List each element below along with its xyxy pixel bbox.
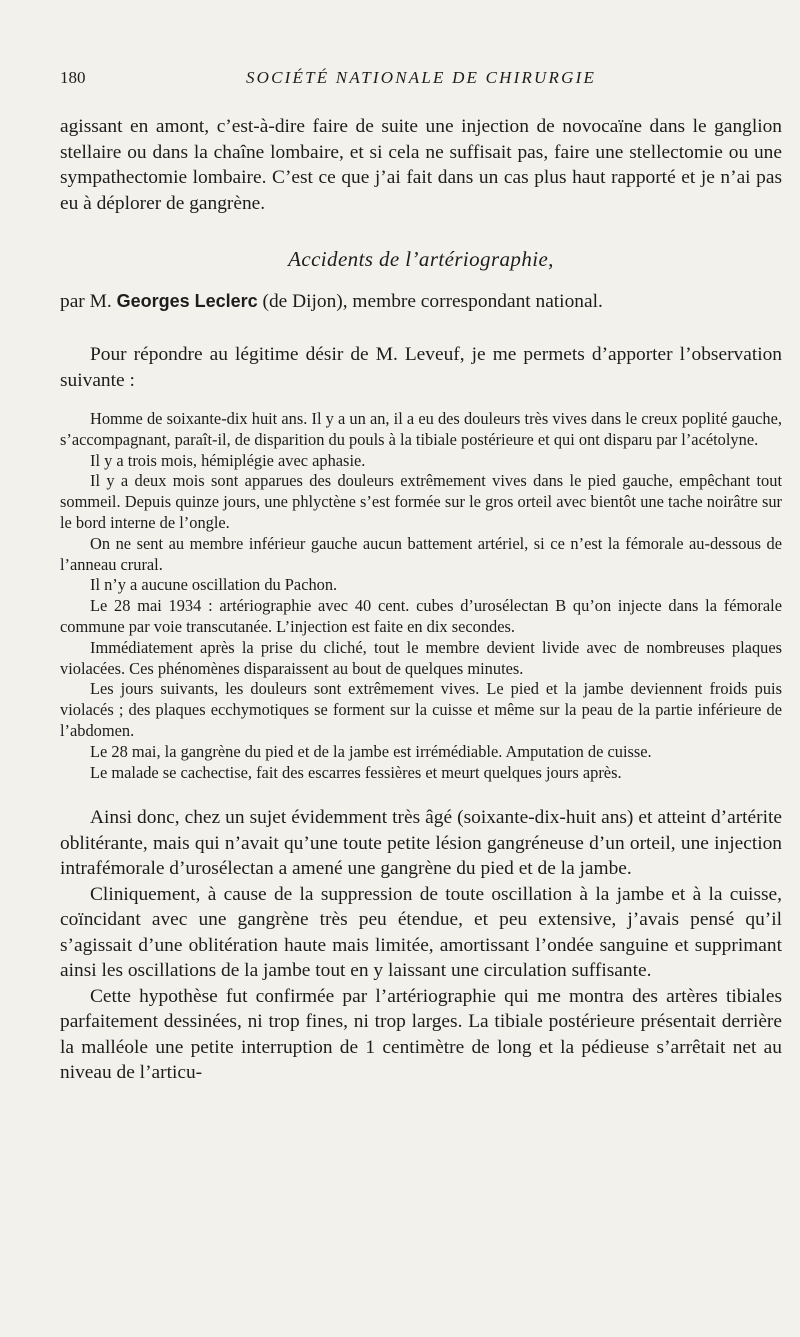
observation-paragraph: On ne sent au membre inférieur gauche aucun battement artériel, si ce n’est la fémorale au-dessous de l’anneau crural.	[60, 533, 782, 574]
lead-section	[60, 342, 782, 393]
document-page	[60, 68, 782, 1086]
conclusion-paragraph: Cliniquement, à cause de la suppression de toute oscillation à la jambe et à la cuisse, coïncidant avec une gangrène très peu étendue, et peu extensive, j’avais pensé qu’il s’agissait d’une oblitération haute mais limitée, amortissant l’ondée sanguine et supprimant ainsi les oscillations de la jambe tout en y laissant une circulation suffisante.	[60, 883, 782, 982]
observation-paragraph: Homme de soixante-dix huit ans. Il y a un an, il a eu des douleurs très vives dans le creux poplité gauche, s’accompagnant, paraît-il, de disparition du pouls à la tibiale postérieure et qui ont disparu par l’acétolyne.	[60, 409, 782, 449]
conclusion-paragraph: Ainsi donc, chez un sujet évidemment très âgé (soixante-dix-huit ans) et atteint d’artérite oblitérante, mais qui n’avait qu’une toute petite lésion gangréneuse d’un orteil, une injection intrafémorale d’urosélectan a amené une gangrène du pied et de la jambe.	[60, 807, 782, 880]
intro-paragraph: agissant en amont, c’est-à-dire faire de suite une injection de novocaïne dans le ganglion stellaire ou dans la chaîne lombaire, et si cela ne suffisait pas, faire une stellectomie ou une sympathectomie lombaire. C’est ce que j’ai fait dans un cas plus haut rapporté et je n’ai pas eu à déplorer de gangrène.	[60, 116, 782, 214]
author-name: Georges Leclerc	[116, 291, 258, 311]
observation-paragraph: Le 28 mai, la gangrène du pied et de la jambe est irrémédiable. Amputation de cuisse.	[90, 741, 652, 761]
clinical-observation	[60, 409, 782, 783]
observation-paragraph: Les jours suivants, les douleurs sont extrêmement vives. Le pied et la jambe deviennent froids puis violacés ; des plaques ecchymotiques se forment sur la cuisse et même sur la peau de la partie inférieure de l’abdomen.	[60, 679, 782, 740]
page-number: 180	[60, 68, 86, 87]
running-title: SOCIÉTÉ NATIONALE DE CHIRURGIE	[245, 68, 597, 87]
conclusion-paragraph: Cette hypothèse fut confirmée par l’artériographie qui me montra des artères tibiales parfaitement dessinées, ni trop fines, ni trop larges. La tibiale postérieure présentait derrière la malléole une petite interruption de 1 centimètre de long et la pédieuse s’arrêtait net au niveau de l’articu-	[60, 985, 782, 1084]
page-header	[60, 68, 782, 98]
byline-suffix: (de Dijon), membre correspondant national.	[262, 291, 603, 312]
byline-prefix: par M.	[60, 291, 112, 312]
observation-paragraph: Il y a trois mois, hémiplégie avec aphasie.	[90, 450, 366, 470]
observation-paragraph: Le 28 mai 1934 : artériographie avec 40 cent. cubes d’urosélectan B qu’on injecte dans la fémorale commune par voie transcutanée. L’injection est faite en dix secondes.	[60, 596, 782, 636]
conclusion-section	[60, 805, 782, 1086]
lead-paragraph: Pour répondre au légitime désir de M. Leveuf, je me permets d’apporter l’observation suivante :	[60, 344, 782, 391]
byline	[60, 289, 782, 314]
observation-paragraph: Il n’y a aucune oscillation du Pachon.	[90, 575, 338, 595]
observation-paragraph: Immédiatement après la prise du cliché, tout le membre devient livide avec de nombreuses plaques violacées. Ces phénomènes disparaissent au bout de quelques minutes.	[60, 637, 782, 678]
observation-paragraph: Le malade se cachectise, fait des escarres fessières et meurt quelques jours après.	[90, 762, 622, 782]
intro-section	[60, 114, 782, 216]
article-title: Accidents de l’artériographie,	[288, 247, 554, 271]
observation-paragraph: Il y a deux mois sont apparues des douleurs extrêmement vives dans le pied gauche, empêchant tout sommeil. Depuis quinze jours, une phlyctène s’est formée sur le gros orteil avec bientôt une tache noirâtre sur le bord interne de l’ongle.	[60, 471, 782, 532]
